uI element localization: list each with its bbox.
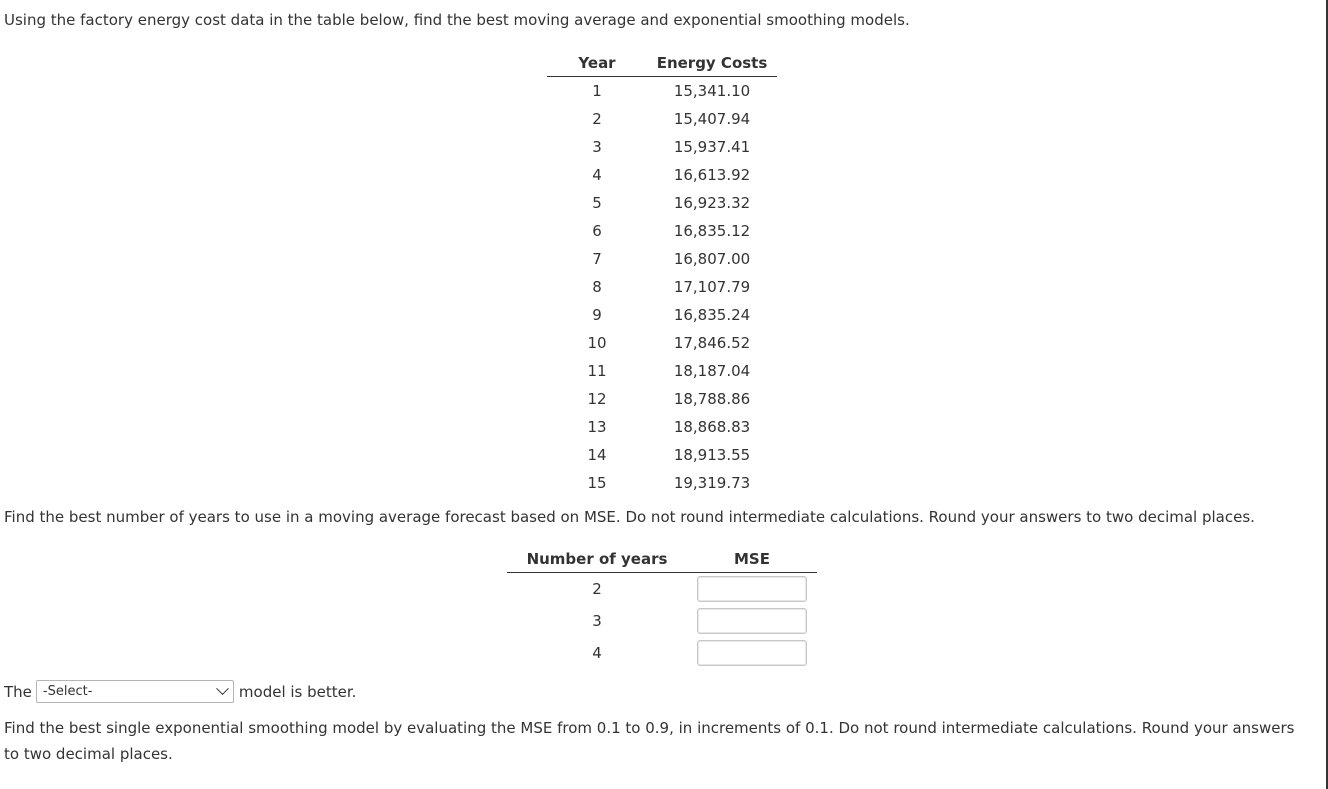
- number-of-years-cell: 2: [592, 580, 602, 598]
- energy-cost-cell: 18,187.04: [673, 362, 751, 380]
- year-cell: 6: [592, 222, 602, 240]
- energy-cost-cell: 18,788.86: [673, 390, 751, 408]
- mse-cell: [687, 576, 817, 602]
- moving-average-table-body: [507, 573, 817, 669]
- number-of-years-cell: 3: [592, 612, 602, 630]
- table-row: [547, 329, 777, 357]
- moving-average-instruction: Find the best number of years to use in a moving average forecast based on MSE. Do not round intermediate calculations. Round your answers to two decimal places.: [4, 508, 1255, 526]
- table-row: [507, 637, 817, 669]
- energy-cost-table-header: [547, 50, 777, 77]
- year-cell: 5: [592, 194, 602, 212]
- table-row: [507, 605, 817, 637]
- intro-text: Using the factory energy cost data in the table below, find the best moving average and exponential smoothing models.: [4, 11, 910, 29]
- energy-cost-cell: 16,923.32: [673, 194, 751, 212]
- table-row: [547, 133, 777, 161]
- year-cell: 15: [587, 474, 607, 492]
- number-of-years-cell: 4: [592, 644, 602, 662]
- year-cell: 7: [592, 250, 602, 268]
- year-cell: 2: [592, 110, 602, 128]
- table-row: [547, 77, 777, 105]
- year-cell: 11: [587, 362, 607, 380]
- energy-cost-cell: 17,846.52: [673, 334, 751, 352]
- energy-cost-table: [547, 50, 777, 497]
- energy-cost-table-body: [547, 77, 777, 497]
- table-row: [547, 161, 777, 189]
- table-row: [547, 301, 777, 329]
- energy-cost-cell: 15,341.10: [673, 82, 751, 100]
- table-row: [547, 189, 777, 217]
- year-cell: 13: [587, 418, 607, 436]
- table-row: [507, 573, 817, 605]
- energy-cost-cell: 16,807.00: [673, 250, 751, 268]
- year-cell: 1: [592, 82, 602, 100]
- header-energy-costs: Energy Costs: [656, 54, 768, 72]
- table-row: [547, 441, 777, 469]
- energy-cost-cell: 16,835.24: [673, 306, 751, 324]
- exponential-smoothing-instruction: Find the best single exponential smoothing model by evaluating the MSE from 0.1 to 0.9, in increments of 0.1. Do not round intermediate calculations. Round your answers to two decimal places.: [4, 719, 1295, 763]
- header-year: Year: [578, 54, 616, 72]
- energy-cost-cell: 19,319.73: [673, 474, 751, 492]
- table-row: [547, 357, 777, 385]
- table-row: [547, 245, 777, 273]
- energy-cost-cell: 18,868.83: [673, 418, 751, 436]
- moving-average-table: [507, 546, 817, 669]
- year-cell: 14: [587, 446, 607, 464]
- energy-cost-cell: 15,407.94: [673, 110, 751, 128]
- table-row: [547, 273, 777, 301]
- better-model-line: [4, 680, 356, 703]
- energy-cost-cell: 15,937.41: [673, 138, 751, 156]
- year-cell: 10: [587, 334, 607, 352]
- energy-cost-cell: 18,913.55: [673, 446, 751, 464]
- energy-cost-cell: 16,613.92: [673, 166, 751, 184]
- model-select-value: -Select-: [42, 683, 93, 699]
- year-cell: 12: [587, 390, 607, 408]
- table-row: [547, 105, 777, 133]
- mse-input[interactable]: [697, 608, 807, 634]
- year-cell: 3: [592, 138, 602, 156]
- header-mse: MSE: [734, 550, 770, 568]
- mse-input[interactable]: [697, 640, 807, 666]
- mse-input[interactable]: [697, 576, 807, 602]
- year-cell: 9: [592, 306, 602, 324]
- mse-cell: [687, 640, 817, 666]
- mse-cell: [687, 608, 817, 634]
- energy-cost-cell: 17,107.79: [673, 278, 751, 296]
- table-row: [547, 385, 777, 413]
- year-cell: 8: [592, 278, 602, 296]
- chevron-down-icon: [216, 682, 229, 695]
- header-number-of-years: Number of years: [526, 550, 668, 568]
- model-select-dropdown[interactable]: [36, 680, 234, 703]
- table-row: [547, 413, 777, 441]
- year-cell: 4: [592, 166, 602, 184]
- moving-average-table-header: [507, 546, 817, 573]
- better-prefix: The: [4, 682, 32, 701]
- energy-cost-cell: 16,835.12: [673, 222, 751, 240]
- table-row: [547, 469, 777, 497]
- table-row: [547, 217, 777, 245]
- better-suffix: model is better.: [238, 682, 357, 701]
